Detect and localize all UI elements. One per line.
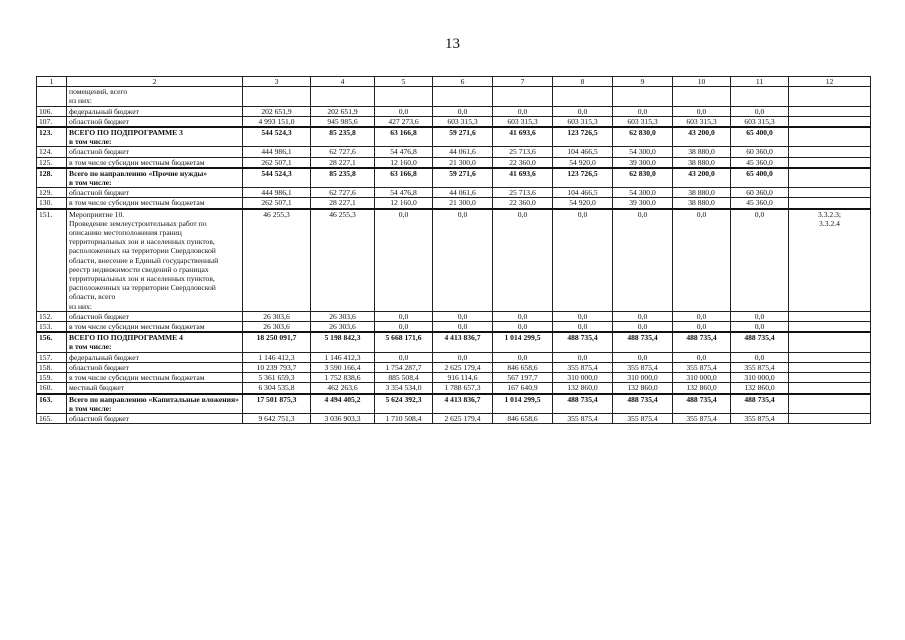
value-cell	[731, 87, 789, 106]
value-cell: 104 466,5	[553, 147, 613, 157]
value-cell: 44 061,6	[433, 188, 493, 198]
value-cell	[433, 87, 493, 106]
table-row	[37, 157, 871, 168]
table-row	[37, 116, 871, 127]
value-cell: 262 507,1	[243, 157, 311, 168]
target-indicator-cell	[789, 362, 871, 372]
value-cell	[613, 87, 673, 106]
value-cell: 603 315,3	[493, 116, 553, 127]
value-cell: 355 875,4	[673, 413, 731, 423]
value-cell: 17 501 875,3	[243, 394, 311, 414]
value-cell: 355 875,4	[731, 362, 789, 372]
value-cell: 0,0	[613, 322, 673, 333]
row-description: ВСЕГО ПО ПОДПРОГРАММЕ 3 в том числе:	[67, 127, 243, 147]
row-description: в том числе субсидии местным бюджетам	[67, 322, 243, 333]
value-cell: 28 227,1	[311, 198, 375, 209]
value-cell: 603 315,3	[553, 116, 613, 127]
value-cell: 43 200,0	[673, 127, 731, 147]
value-cell: 5 198 842,3	[311, 332, 375, 352]
value-cell: 0,0	[493, 209, 553, 312]
value-cell: 0,0	[731, 322, 789, 333]
value-cell: 132 860,0	[673, 383, 731, 394]
value-cell: 1 710 508,4	[375, 413, 433, 423]
header-row	[37, 77, 871, 87]
row-number: 157.	[37, 352, 67, 362]
value-cell: 54 476,8	[375, 188, 433, 198]
value-cell: 488 735,4	[731, 332, 789, 352]
row-description: в том числе субсидии местным бюджетам	[67, 373, 243, 383]
value-cell: 0,0	[553, 106, 613, 116]
value-cell: 60 360,0	[731, 188, 789, 198]
value-cell: 202 651,9	[311, 106, 375, 116]
value-cell: 62 830,0	[613, 127, 673, 147]
table-row	[37, 332, 871, 352]
value-cell	[375, 87, 433, 106]
table-row	[37, 188, 871, 198]
value-cell: 22 360,0	[493, 157, 553, 168]
value-cell: 488 735,4	[613, 332, 673, 352]
row-number: 160.	[37, 383, 67, 394]
value-cell: 1 014 299,5	[493, 332, 553, 352]
value-cell: 12 160,0	[375, 157, 433, 168]
value-cell: 0,0	[731, 106, 789, 116]
value-cell: 132 860,0	[553, 383, 613, 394]
value-cell: 0,0	[673, 311, 731, 321]
value-cell: 444 986,1	[243, 188, 311, 198]
value-cell: 444 986,1	[243, 147, 311, 157]
row-description: областной бюджет	[67, 362, 243, 372]
value-cell: 945 985,6	[311, 116, 375, 127]
table-row	[37, 362, 871, 372]
row-description: областной бюджет	[67, 311, 243, 321]
column-header: 6	[433, 77, 493, 87]
value-cell: 85 235,8	[311, 127, 375, 147]
value-cell: 4 993 151,0	[243, 116, 311, 127]
value-cell: 26 303,6	[311, 311, 375, 321]
value-cell: 60 360,0	[731, 147, 789, 157]
row-description: областной бюджет	[67, 147, 243, 157]
value-cell: 0,0	[433, 311, 493, 321]
row-description: Всего по направлению «Капитальные вложения» в том числе:	[67, 394, 243, 414]
table-row	[37, 209, 871, 312]
value-cell: 39 300,0	[613, 198, 673, 209]
value-cell	[243, 87, 311, 106]
row-number: 159.	[37, 373, 67, 383]
row-description: федеральный бюджет	[67, 106, 243, 116]
value-cell: 544 524,3	[243, 127, 311, 147]
value-cell: 26 303,6	[243, 322, 311, 333]
value-cell	[311, 87, 375, 106]
target-indicator-cell	[789, 394, 871, 414]
value-cell: 0,0	[731, 352, 789, 362]
row-number: 128.	[37, 168, 67, 188]
value-cell: 846 658,6	[493, 413, 553, 423]
value-cell: 123 726,5	[553, 168, 613, 188]
value-cell: 5 624 392,3	[375, 394, 433, 414]
value-cell: 355 875,4	[553, 362, 613, 372]
target-indicator-cell	[789, 116, 871, 127]
row-number: 129.	[37, 188, 67, 198]
value-cell: 21 300,0	[433, 157, 493, 168]
value-cell: 123 726,5	[553, 127, 613, 147]
value-cell: 0,0	[673, 209, 731, 312]
value-cell: 28 227,1	[311, 157, 375, 168]
value-cell: 38 880,0	[673, 188, 731, 198]
value-cell	[673, 87, 731, 106]
value-cell: 62 830,0	[613, 168, 673, 188]
value-cell: 167 640,9	[493, 383, 553, 394]
value-cell: 9 642 751,3	[243, 413, 311, 423]
value-cell: 22 360,0	[493, 198, 553, 209]
value-cell: 1 788 657,3	[433, 383, 493, 394]
value-cell: 132 860,0	[731, 383, 789, 394]
value-cell: 0,0	[673, 106, 731, 116]
value-cell: 916 114,6	[433, 373, 493, 383]
value-cell: 488 735,4	[553, 394, 613, 414]
value-cell: 488 735,4	[673, 332, 731, 352]
value-cell: 0,0	[493, 322, 553, 333]
row-number: 158.	[37, 362, 67, 372]
value-cell: 41 693,6	[493, 127, 553, 147]
row-number: 163.	[37, 394, 67, 414]
target-indicator-cell	[789, 188, 871, 198]
row-description: местный бюджет	[67, 383, 243, 394]
value-cell: 0,0	[673, 322, 731, 333]
row-description: помещений, всего из них:	[67, 87, 243, 106]
value-cell: 5 361 659,3	[243, 373, 311, 383]
value-cell: 3 036 903,3	[311, 413, 375, 423]
value-cell: 1 014 299,5	[493, 394, 553, 414]
column-header: 2	[67, 77, 243, 87]
value-cell: 26 303,6	[311, 322, 375, 333]
value-cell: 104 466,5	[553, 188, 613, 198]
target-indicator-cell	[789, 87, 871, 106]
value-cell	[553, 87, 613, 106]
row-number: 153.	[37, 322, 67, 333]
target-indicator-cell	[789, 157, 871, 168]
value-cell: 0,0	[731, 311, 789, 321]
value-cell: 63 166,8	[375, 127, 433, 147]
value-cell: 0,0	[375, 311, 433, 321]
value-cell: 4 413 836,7	[433, 394, 493, 414]
budget-table	[36, 76, 871, 424]
value-cell: 427 273,6	[375, 116, 433, 127]
value-cell: 12 160,0	[375, 198, 433, 209]
target-indicator-cell	[789, 311, 871, 321]
value-cell: 0,0	[613, 311, 673, 321]
row-number: 130.	[37, 198, 67, 209]
value-cell: 0,0	[375, 352, 433, 362]
value-cell: 0,0	[433, 352, 493, 362]
column-header: 12	[789, 77, 871, 87]
value-cell: 25 713,6	[493, 147, 553, 157]
row-number: 165.	[37, 413, 67, 423]
table-body	[37, 77, 871, 424]
value-cell: 6 304 535,8	[243, 383, 311, 394]
table-row	[37, 106, 871, 116]
value-cell: 355 875,4	[553, 413, 613, 423]
value-cell: 65 400,0	[731, 127, 789, 147]
value-cell: 39 300,0	[613, 157, 673, 168]
column-header: 10	[673, 77, 731, 87]
value-cell: 45 360,0	[731, 157, 789, 168]
value-cell: 43 200,0	[673, 168, 731, 188]
value-cell: 0,0	[493, 311, 553, 321]
value-cell: 25 713,6	[493, 188, 553, 198]
value-cell: 355 875,4	[731, 413, 789, 423]
value-cell: 567 197,7	[493, 373, 553, 383]
table-row	[37, 87, 871, 106]
row-number: 107.	[37, 116, 67, 127]
value-cell: 462 263,6	[311, 383, 375, 394]
row-number: 151.	[37, 209, 67, 312]
value-cell: 355 875,4	[673, 362, 731, 372]
table-row	[37, 413, 871, 423]
value-cell: 132 860,0	[613, 383, 673, 394]
value-cell: 0,0	[673, 352, 731, 362]
value-cell: 0,0	[553, 322, 613, 333]
value-cell: 46 255,3	[243, 209, 311, 312]
value-cell: 38 880,0	[673, 147, 731, 157]
value-cell: 65 400,0	[731, 168, 789, 188]
value-cell: 4 494 405,2	[311, 394, 375, 414]
column-header: 9	[613, 77, 673, 87]
value-cell: 488 735,4	[673, 394, 731, 414]
row-number: 152.	[37, 311, 67, 321]
value-cell: 38 880,0	[673, 198, 731, 209]
value-cell: 1 146 412,3	[243, 352, 311, 362]
value-cell: 85 235,8	[311, 168, 375, 188]
value-cell: 18 250 091,7	[243, 332, 311, 352]
column-header: 8	[553, 77, 613, 87]
value-cell: 0,0	[731, 209, 789, 312]
value-cell: 885 508,4	[375, 373, 433, 383]
target-indicator-cell	[789, 198, 871, 209]
value-cell: 0,0	[375, 106, 433, 116]
column-header: 3	[243, 77, 311, 87]
value-cell: 0,0	[433, 209, 493, 312]
value-cell: 0,0	[553, 209, 613, 312]
target-indicator-cell	[789, 413, 871, 423]
value-cell: 0,0	[553, 352, 613, 362]
value-cell: 1 752 838,6	[311, 373, 375, 383]
column-header: 11	[731, 77, 789, 87]
row-number: 123.	[37, 127, 67, 147]
value-cell: 310 000,0	[731, 373, 789, 383]
value-cell: 59 271,6	[433, 127, 493, 147]
value-cell: 46 255,3	[311, 209, 375, 312]
value-cell: 10 239 793,7	[243, 362, 311, 372]
value-cell: 0,0	[433, 106, 493, 116]
table-row	[37, 198, 871, 209]
value-cell: 3 354 534,0	[375, 383, 433, 394]
row-description: ВСЕГО ПО ПОДПРОГРАММЕ 4 в том числе:	[67, 332, 243, 352]
value-cell: 0,0	[493, 106, 553, 116]
row-description: областной бюджет	[67, 116, 243, 127]
value-cell: 310 000,0	[613, 373, 673, 383]
value-cell: 2 625 179,4	[433, 413, 493, 423]
target-indicator-cell	[789, 127, 871, 147]
table-row	[37, 373, 871, 383]
target-indicator-cell	[789, 147, 871, 157]
value-cell: 0,0	[613, 352, 673, 362]
column-header: 7	[493, 77, 553, 87]
value-cell: 54 300,0	[613, 188, 673, 198]
target-indicator-cell	[789, 383, 871, 394]
value-cell: 488 735,4	[613, 394, 673, 414]
value-cell: 544 524,3	[243, 168, 311, 188]
value-cell: 202 651,9	[243, 106, 311, 116]
value-cell: 603 315,3	[433, 116, 493, 127]
value-cell: 0,0	[613, 209, 673, 312]
table-row	[37, 383, 871, 394]
value-cell: 355 875,4	[613, 413, 673, 423]
value-cell: 603 315,3	[731, 116, 789, 127]
value-cell: 0,0	[433, 322, 493, 333]
value-cell: 62 727,6	[311, 147, 375, 157]
value-cell: 0,0	[553, 311, 613, 321]
target-indicator-cell	[789, 106, 871, 116]
page-number: 13	[445, 36, 460, 52]
value-cell: 26 303,6	[243, 311, 311, 321]
column-header: 5	[375, 77, 433, 87]
value-cell: 41 693,6	[493, 168, 553, 188]
value-cell: 21 300,0	[433, 198, 493, 209]
value-cell	[493, 87, 553, 106]
value-cell: 54 476,8	[375, 147, 433, 157]
value-cell: 54 300,0	[613, 147, 673, 157]
value-cell: 2 625 179,4	[433, 362, 493, 372]
value-cell: 4 413 836,7	[433, 332, 493, 352]
value-cell: 45 360,0	[731, 198, 789, 209]
value-cell: 44 061,6	[433, 147, 493, 157]
row-number: 125.	[37, 157, 67, 168]
value-cell: 488 735,4	[553, 332, 613, 352]
value-cell: 54 920,0	[553, 198, 613, 209]
value-cell: 355 875,4	[613, 362, 673, 372]
value-cell: 54 920,0	[553, 157, 613, 168]
value-cell: 62 727,6	[311, 188, 375, 198]
row-description: федеральный бюджет	[67, 352, 243, 362]
row-description: областной бюджет	[67, 413, 243, 423]
table-row	[37, 147, 871, 157]
value-cell: 0,0	[493, 352, 553, 362]
target-indicator-cell: 3.3.2.3; 3.3.2.4	[789, 209, 871, 312]
value-cell: 1 754 287,7	[375, 362, 433, 372]
target-indicator-cell	[789, 168, 871, 188]
value-cell: 59 271,6	[433, 168, 493, 188]
value-cell: 0,0	[613, 106, 673, 116]
value-cell: 603 315,3	[613, 116, 673, 127]
table-row	[37, 322, 871, 333]
value-cell: 262 507,1	[243, 198, 311, 209]
row-description: Всего по направлению «Прочие нужды» в том числе:	[67, 168, 243, 188]
value-cell: 310 000,0	[553, 373, 613, 383]
table-row	[37, 352, 871, 362]
value-cell: 1 146 412,3	[311, 352, 375, 362]
value-cell: 603 315,3	[673, 116, 731, 127]
row-number: 106.	[37, 106, 67, 116]
value-cell: 38 880,0	[673, 157, 731, 168]
table-row	[37, 311, 871, 321]
row-number: 124.	[37, 147, 67, 157]
target-indicator-cell	[789, 322, 871, 333]
column-header: 1	[37, 77, 67, 87]
table-row	[37, 168, 871, 188]
value-cell: 488 735,4	[731, 394, 789, 414]
target-indicator-cell	[789, 352, 871, 362]
target-indicator-cell	[789, 373, 871, 383]
table-row	[37, 127, 871, 147]
value-cell: 63 166,8	[375, 168, 433, 188]
row-description: в том числе субсидии местным бюджетам	[67, 157, 243, 168]
column-header: 4	[311, 77, 375, 87]
target-indicator-cell	[789, 332, 871, 352]
value-cell: 310 000,0	[673, 373, 731, 383]
value-cell: 0,0	[375, 322, 433, 333]
value-cell: 3 590 166,4	[311, 362, 375, 372]
row-number: 156.	[37, 332, 67, 352]
value-cell: 846 658,6	[493, 362, 553, 372]
value-cell: 5 668 171,6	[375, 332, 433, 352]
table-row	[37, 394, 871, 414]
row-number	[37, 87, 67, 106]
value-cell: 0,0	[375, 209, 433, 312]
row-description: областной бюджет	[67, 188, 243, 198]
row-description: в том числе субсидии местным бюджетам	[67, 198, 243, 209]
row-description: Мероприятие 10. Проведение землеустроительных работ по описанию местоположения границ территориальных зон и населенных пунктов, расположенных на территории Свердловской области, внесение в Единый государственный реестр недвижимости сведений о границах территориальных зон и населенных пунктов, расположенных на территории Свердловской области, всего из них:	[67, 209, 243, 312]
